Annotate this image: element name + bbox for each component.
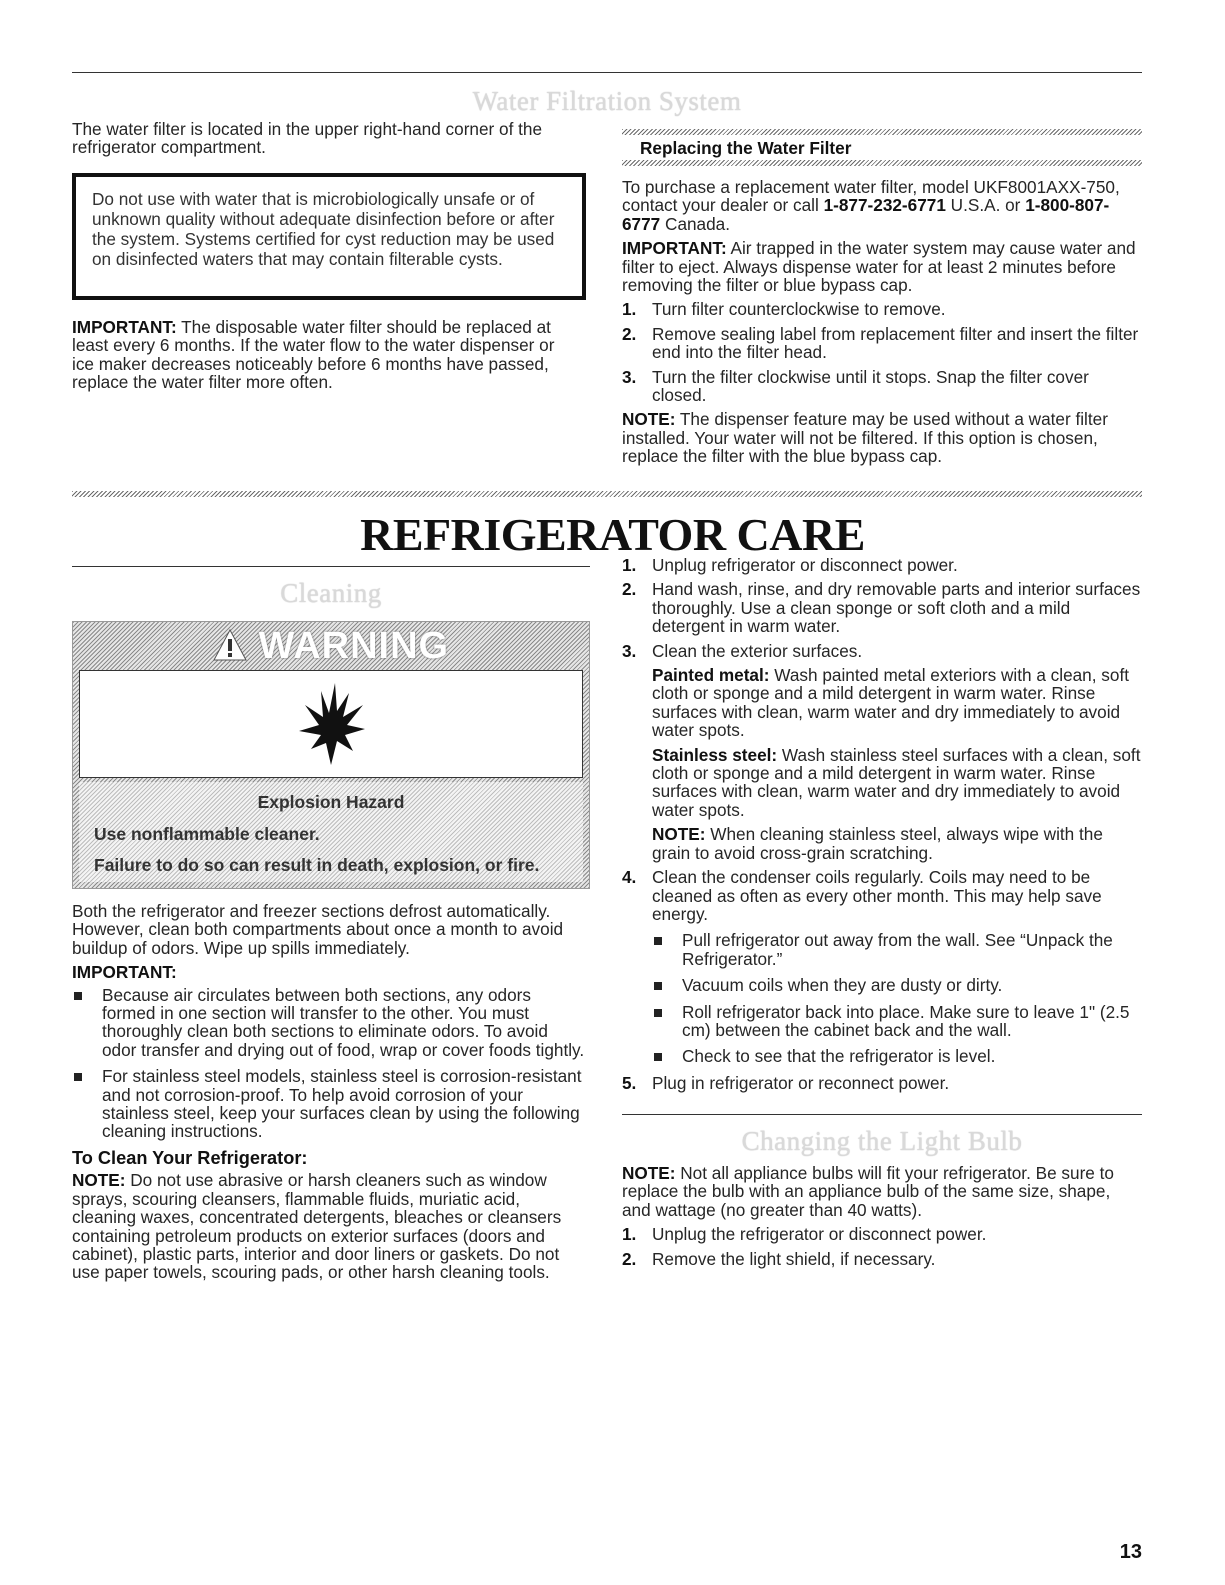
step-number: 1.: [622, 1224, 637, 1245]
stainless-steel-instructions: [652, 746, 1142, 820]
replacing-steps: [622, 300, 1142, 404]
phone-canada: 1-800-807-6777: [622, 195, 1110, 234]
note-label: NOTE:: [72, 1170, 126, 1191]
section-divider-hatch: [72, 491, 1142, 497]
cleaning-step: [622, 642, 1142, 862]
cleaning-steps: [622, 556, 1142, 1092]
step-text: Turn the filter clockwise until it stops. Snap the filter cover closed.: [652, 366, 1089, 406]
condenser-bullet: Pull refrigerator out away from the wall. See “Unpack the Refrigerator.”: [652, 931, 1142, 968]
cleaning-step: [622, 868, 1142, 1066]
step-number: 2.: [622, 1248, 637, 1269]
bulb-note: [622, 1164, 1142, 1219]
light-bulb-step: [622, 1225, 1142, 1243]
water-filter-important-block: [72, 318, 574, 398]
step-number: 2.: [622, 579, 637, 600]
step-number: 3.: [622, 366, 637, 387]
note-text: Not all appliance bulbs will fit your refrigerator. Be sure to replace the bulb with an appliance bulb of the same size, shape, and wattage (no greater than 40 watts).: [622, 1163, 1114, 1220]
air-trapped-important: [622, 239, 1142, 294]
light-bulb-steps: [622, 1225, 1142, 1268]
explosion-hazard-label: Explosion Hazard: [257, 792, 405, 812]
condenser-bullets: [652, 931, 1142, 1065]
note-text: Do not use abrasive or harsh cleaners such as window sprays, scouring cleansers, flammable fluids, muriatic acid, cleaning waxes, concentrated detergents, bleaches or cleansers containing petroleum products on exterior surfaces (doors and cabinet), plastic parts, interior and door liners or gaskets. Do not use paper towels, scouring pads, or other harsh cleaning tools.: [72, 1170, 562, 1283]
page-number: 13: [1119, 1541, 1142, 1563]
water-filter-intro: The water filter is located in the upper right-hand corner of the refrigerator compartment.: [72, 119, 543, 158]
step-text: Clean the condenser coils regularly. Coils may need to be cleaned as often as every other month. This may help save energy.: [652, 867, 1102, 924]
replacing-heading: Replacing the Water Filter: [640, 138, 852, 158]
cleaning-steps-column: [622, 556, 1142, 1098]
step-number: 2.: [622, 323, 637, 344]
important2-text: Air trapped in the water system may cause water and filter to eject. Always dispense water for at least 2 minutes before removing the filter or blue bypass cap.: [622, 238, 1136, 296]
cleaning-step: [622, 1074, 1142, 1092]
to-clean-heading: To Clean Your Refrigerator:: [72, 1147, 308, 1168]
purchase-text-3: Canada.: [660, 213, 731, 234]
replacing-bottom-hatch: [622, 160, 1142, 166]
purchase-text: [622, 178, 1142, 233]
painted-metal-label: Painted metal:: [652, 665, 770, 686]
cleaning-bullet: Because air circulates between both sections, any odors formed in one section will transfer to the other. You must thoroughly clean both sections to eliminate odors. To avoid odor transfer and drying out of food, wrap or cover foods tightly.: [72, 986, 586, 1060]
important-text: The disposable water filter should be replaced at least every 6 months. If the water flow to the water dispenser or ice maker decreases noticeably before 6 months have passed, replace the water filter more often.: [72, 317, 555, 393]
light-bulb-top-rule: [622, 1114, 1142, 1115]
step-text: Turn filter counterclockwise to remove.: [652, 299, 946, 320]
replacing-step: [622, 325, 1142, 362]
warning-instruction: Use nonflammable cleaner.: [94, 824, 320, 844]
water-filter-important: [72, 318, 574, 392]
note-label: NOTE:: [652, 824, 706, 845]
painted-metal-text: Wash painted metal exteriors with a clean, soft cloth or sponge and a mild detergent in warm water. Rinse surfaces with clean, warm water and dry immediately to avoid water spots.: [652, 665, 1129, 741]
purchase-text-2: U.S.A. or: [945, 195, 1026, 216]
dispenser-note: [622, 410, 1142, 465]
step-text: Remove sealing label from replacement filter and insert the filter end into the filter head.: [652, 323, 1139, 363]
warning-heading: WARNING: [258, 625, 450, 667]
stainless-steel-text: Wash stainless steel surfaces with a clean, soft cloth or sponge and a mild detergent in warm water. Rinse surfaces with clean, warm water and dry immediately to avoid water spots.: [652, 744, 1141, 820]
explosion-icon: [293, 679, 369, 772]
light-bulb-step: [622, 1250, 1142, 1268]
step-text: Unplug the refrigerator or disconnect power.: [652, 1224, 987, 1245]
defrost-intro: Both the refrigerator and freezer sections defrost automatically. However, clean both compartments about once a month to avoid buildup of odors. Wipe up spills immediately.: [72, 901, 564, 958]
water-filtration-title: Water Filtration System: [472, 86, 742, 116]
replacing-heading-wrap: [640, 139, 1120, 161]
condenser-bullet: Vacuum coils when they are dusty or dirty.: [652, 976, 1142, 994]
warning-icon-panel: [79, 670, 583, 778]
note-label: NOTE:: [622, 1163, 676, 1183]
light-bulb-column: [622, 1164, 1142, 1274]
important-label: IMPORTANT:: [72, 317, 177, 337]
cleaning-bullet: For stainless steel models, stainless steel is corrosion-resistant and not corrosion-proof. To help avoid corrosion of your stainless steel, keep your surfaces clean by using the following cleaning instructions.: [72, 1067, 586, 1141]
step-text: Remove the light shield, if necessary.: [652, 1248, 936, 1269]
condenser-bullet: Check to see that the refrigerator is level.: [652, 1047, 1142, 1065]
step-number: 3.: [622, 640, 637, 661]
painted-metal-instructions: [652, 666, 1142, 740]
step-text: Hand wash, rinse, and dry removable parts and interior surfaces thoroughly. Use a clean sponge or soft cloth and a mild detergent in warm water.: [652, 579, 1141, 637]
step-number: 1.: [622, 555, 637, 575]
important2-label: IMPORTANT:: [622, 238, 727, 259]
step-number: 4.: [622, 867, 637, 888]
replacing-step: [622, 368, 1142, 405]
water-safety-box: [72, 173, 586, 300]
note-text: The dispenser feature may be used without a water filter installed. Your water will not be filtered. If this option is chosen, replace the filter with the blue bypass cap.: [622, 409, 1108, 467]
step-number: 5.: [622, 1072, 637, 1093]
stainless-steel-note: [652, 825, 1142, 862]
top-rule: [72, 72, 1142, 73]
cleaning-important-label: IMPORTANT:: [72, 962, 177, 983]
stainless-steel-label: Stainless steel:: [652, 744, 778, 765]
warning-triangle-icon: [213, 625, 259, 667]
replacing-top-hatch: [622, 129, 1142, 135]
cleaning-step: [622, 580, 1142, 635]
water-filtration-left-column: [72, 120, 572, 163]
replacing-step: [622, 300, 1142, 318]
cleaning-step: [622, 556, 1142, 574]
purchase-text-1: To purchase a replacement water filter, model UKF8001AXX-750, contact your dealer or call: [622, 177, 1120, 216]
cleaning-left-column: [72, 902, 586, 1288]
warning-header: [73, 622, 589, 670]
step-text: Plug in refrigerator or reconnect power.: [652, 1072, 950, 1093]
warning-text-panel: [79, 782, 583, 882]
phone-us: 1-877-232-6771: [823, 195, 946, 216]
condenser-bullet: Roll refrigerator back into place. Make sure to leave 1" (2.5 cm) between the cabinet back and the wall.: [652, 1003, 1142, 1040]
explosion-warning-panel: [72, 621, 590, 889]
step-text: Unplug refrigerator or disconnect power.: [652, 555, 958, 575]
water-safety-text: Do not use with water that is microbiologically unsafe or of unknown quality without adequate disinfection before or after the system. Systems certified for cyst reduction may be used on disinfected waters that may contain filterable cysts.: [92, 189, 555, 269]
warning-consequence: Failure to do so can result in death, explosion, or fire.: [94, 855, 540, 875]
step-text: Clean the exterior surfaces.: [652, 640, 863, 661]
step-number: 1.: [622, 299, 637, 320]
refrigerator-care-title: REFRIGERATOR CARE: [360, 509, 865, 560]
cleaning-title: Cleaning: [280, 578, 382, 608]
cleaning-top-rule: [72, 566, 590, 567]
note-text: When cleaning stainless steel, always wipe with the grain to avoid cross-grain scratching.: [652, 824, 1103, 863]
replacing-column: [622, 178, 1142, 472]
cleaning-bullets: [72, 986, 586, 1141]
note-label: NOTE:: [622, 409, 676, 430]
cleaners-note: [72, 1171, 586, 1281]
light-bulb-title: Changing the Light Bulb: [741, 1126, 1023, 1156]
